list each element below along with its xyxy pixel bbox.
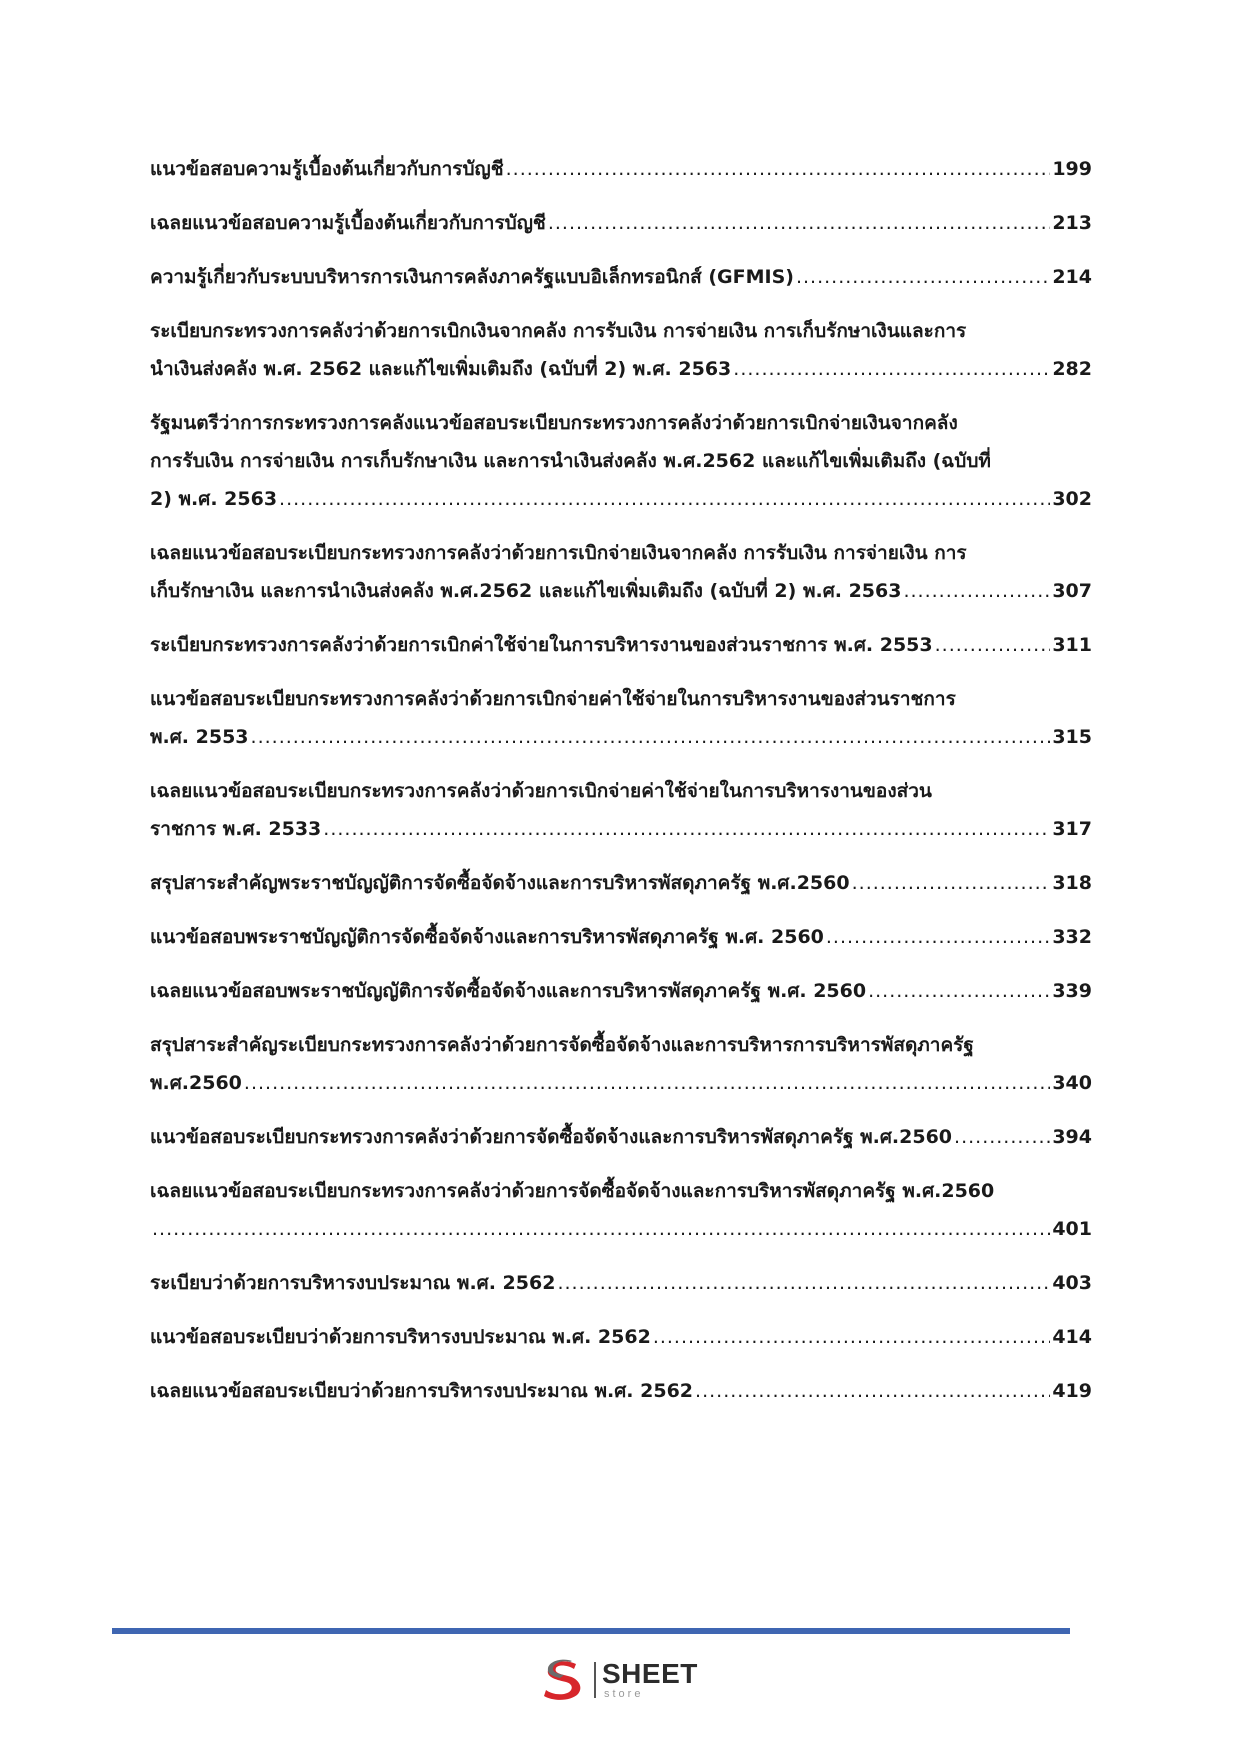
toc-page-number: 339: [1052, 980, 1092, 1002]
toc-dot-leader: [279, 480, 1050, 518]
toc-entry-title-line: พ.ศ. 2553: [150, 726, 249, 748]
toc-dot-leader: [251, 718, 1051, 756]
toc-entry-leader-row: [150, 864, 1092, 902]
toc-dot-leader: [244, 1064, 1050, 1102]
toc-entry[interactable]: [150, 204, 1092, 242]
toc-entry-leader-row: [150, 1264, 1092, 1302]
toc-entry-title-line: เฉลยแนวข้อสอบระเบียบกระทรวงการคลังว่าด้วยการเบิกจ่ายค่าใช้จ่ายในการบริหารงานของส่วน: [150, 780, 932, 802]
toc-entry-title-line: แนวข้อสอบระเบียบกระทรวงการคลังว่าด้วยการจัดซื้อจัดจ้างและการบริหารพัสดุภาครัฐ พ.ศ.2560: [150, 1126, 953, 1148]
toc-page-number: 401: [1052, 1218, 1092, 1240]
toc-entry-title-line: แนวข้อสอบระเบียบว่าด้วยการบริหารงบประมาณ พ.ศ. 2562: [150, 1326, 651, 1348]
toc-entry-title-line: แนวข้อสอบระเบียบกระทรวงการคลังว่าด้วยการเบิกจ่ายค่าใช้จ่ายในการบริหารงานของส่วนราชการ: [150, 688, 956, 710]
toc-entry[interactable]: [150, 258, 1092, 296]
toc-entry[interactable]: [150, 404, 1092, 518]
sheet-store-logo: [540, 1658, 710, 1702]
toc-page-number: 332: [1052, 926, 1092, 948]
toc-entry-title-line: เฉลยแนวข้อสอบความรู้เบื้องต้นเกี่ยวกับการบัญชี: [150, 212, 546, 234]
toc-entry-leader-row: [150, 1210, 1092, 1248]
logo-subtitle: store: [604, 1688, 644, 1700]
toc-entry[interactable]: [150, 680, 1092, 756]
toc-entry-title-line: รัฐมนตรีว่าการกระทรวงการคลังแนวข้อสอบระเบียบกระทรวงการคลังว่าด้วยการเบิกจ่ายเงินจากคลัง: [150, 412, 958, 434]
toc-entry[interactable]: [150, 1172, 1092, 1248]
toc-dot-leader: [954, 1118, 1050, 1156]
toc-entry-title-line: เฉลยแนวข้อสอบระเบียบว่าด้วยการบริหารงบประมาณ พ.ศ. 2562: [150, 1380, 694, 1402]
toc-entry-leader-row: [150, 1118, 1092, 1156]
toc-entry-title-line: การรับเงิน การจ่ายเงิน การเก็บรักษาเงิน และการนำเงินส่งคลัง พ.ศ.2562 และแก้ไขเพิ่มเติมถึง (ฉบับที่: [150, 450, 991, 472]
toc-entry[interactable]: [150, 864, 1092, 902]
toc-entry-leader-row: [150, 1372, 1092, 1410]
toc-entry-title-line: เฉลยแนวข้อสอบพระราชบัญญัติการจัดซื้อจัดจ้างและการบริหารพัสดุภาครัฐ พ.ศ. 2560: [150, 980, 867, 1002]
toc-entry-leader-row: [150, 1318, 1092, 1356]
toc-entry[interactable]: [150, 312, 1092, 388]
toc-dot-leader: [733, 350, 1050, 388]
toc-page-number: 340: [1052, 1072, 1092, 1094]
toc-entry-title-line: เฉลยแนวข้อสอบระเบียบกระทรวงการคลังว่าด้วยการเบิกจ่ายเงินจากคลัง การรับเงิน การจ่ายเงิน การ: [150, 542, 967, 564]
toc-entry[interactable]: [150, 534, 1092, 610]
toc-entry-leader-row: [150, 810, 1092, 848]
logo-divider: [594, 1662, 596, 1698]
toc-entry-title-line: ความรู้เกี่ยวกับระบบบริหารการเงินการคลังภาครัฐแบบอิเล็กทรอนิกส์ (GFMIS): [150, 266, 794, 288]
toc-dot-leader: [506, 150, 1051, 188]
toc-page-number: 307: [1052, 580, 1092, 602]
toc-entry[interactable]: [150, 1118, 1092, 1156]
toc-entry[interactable]: [150, 1264, 1092, 1302]
toc-page-number: 214: [1052, 266, 1092, 288]
toc-dot-leader: [868, 972, 1050, 1010]
toc-page-number: 315: [1052, 726, 1092, 748]
toc-entry[interactable]: [150, 1318, 1092, 1356]
toc-entry[interactable]: [150, 1026, 1092, 1102]
toc-entry-leader-row: [150, 918, 1092, 956]
toc-entry[interactable]: [150, 150, 1092, 188]
toc-entry-title-line: แนวข้อสอบพระราชบัญญัติการจัดซื้อจัดจ้างและการบริหารพัสดุภาครัฐ พ.ศ. 2560: [150, 926, 824, 948]
toc-entry-leader-row: [150, 150, 1092, 188]
toc-page-number: 317: [1052, 818, 1092, 840]
toc-entry[interactable]: [150, 772, 1092, 848]
toc-dot-leader: [653, 1318, 1051, 1356]
toc-entry[interactable]: [150, 1372, 1092, 1410]
toc-page-number: 311: [1052, 634, 1092, 656]
toc-entry[interactable]: [150, 918, 1092, 956]
toc-entry-title-line: เก็บรักษาเงิน และการนำเงินส่งคลัง พ.ศ.2562 และแก้ไขเพิ่มเติมถึง (ฉบับที่ 2) พ.ศ. 2563: [150, 580, 902, 602]
toc-dot-leader: [695, 1372, 1050, 1410]
toc-page-number: 318: [1052, 872, 1092, 894]
toc-dot-leader: [152, 1210, 1050, 1248]
toc-entry-leader-row: [150, 258, 1092, 296]
toc-entry-leader-row: [150, 718, 1092, 756]
toc-entry-title-line: 2) พ.ศ. 2563: [150, 488, 278, 510]
toc-page-number: 414: [1052, 1326, 1092, 1348]
toc-page-number: 213: [1052, 212, 1092, 234]
footer-rule: [112, 1628, 1070, 1634]
toc-entry[interactable]: [150, 626, 1092, 664]
toc-entry-leader-row: [150, 350, 1092, 388]
toc-entry-title-line: เฉลยแนวข้อสอบระเบียบกระทรวงการคลังว่าด้วยการจัดซื้อจัดจ้างและการบริหารพัสดุภาครัฐ พ.ศ.2560: [150, 1180, 995, 1202]
toc-entry-leader-row: [150, 572, 1092, 610]
toc-entry-title-line: พ.ศ.2560: [150, 1072, 242, 1094]
toc-entry[interactable]: [150, 972, 1092, 1010]
toc-dot-leader: [796, 258, 1050, 296]
toc-entry-leader-row: [150, 480, 1092, 518]
toc-dot-leader: [557, 1264, 1050, 1302]
toc-entry-leader-row: [150, 972, 1092, 1010]
toc-entry-title-line: ระเบียบกระทรวงการคลังว่าด้วยการเบิกเงินจากคลัง การรับเงิน การจ่ายเงิน การเก็บรักษาเงินและการ: [150, 320, 967, 342]
toc-page-number: 302: [1052, 488, 1092, 510]
logo-wordmark: SHEET: [602, 1658, 698, 1689]
toc-dot-leader: [548, 204, 1051, 242]
toc-page-number: 403: [1052, 1272, 1092, 1294]
toc-entry-leader-row: [150, 204, 1092, 242]
sheet-store-logo-icon: [540, 1658, 586, 1702]
toc-dot-leader: [323, 810, 1050, 848]
toc-dot-leader: [826, 918, 1050, 956]
toc-page-number: 394: [1052, 1126, 1092, 1148]
toc-entry-title-line: ราชการ พ.ศ. 2533: [150, 818, 322, 840]
toc-page-number: 419: [1052, 1380, 1092, 1402]
toc-entry-title-line: นำเงินส่งคลัง พ.ศ. 2562 และแก้ไขเพิ่มเติมถึง (ฉบับที่ 2) พ.ศ. 2563: [150, 358, 732, 380]
toc-entry-title-line: ระเบียบว่าด้วยการบริหารงบประมาณ พ.ศ. 2562: [150, 1272, 556, 1294]
toc-dot-leader: [903, 572, 1050, 610]
toc-entry-title-line: สรุปสาระสำคัญพระราชบัญญัติการจัดซื้อจัดจ้างและการบริหารพัสดุภาครัฐ พ.ศ.2560: [150, 872, 850, 894]
toc-page-number: 199: [1052, 158, 1092, 180]
toc-entry-title-line: ระเบียบกระทรวงการคลังว่าด้วยการเบิกค่าใช้จ่ายในการบริหารงานของส่วนราชการ พ.ศ. 2553: [150, 634, 933, 656]
toc-dot-leader: [852, 864, 1051, 902]
toc-entry-leader-row: [150, 626, 1092, 664]
toc-page-number: 282: [1052, 358, 1092, 380]
toc-dot-leader: [935, 626, 1051, 664]
table-of-contents: [150, 150, 1092, 1410]
toc-entry-title-line: แนวข้อสอบความรู้เบื้องต้นเกี่ยวกับการบัญชี: [150, 158, 504, 180]
toc-entry-title-line: สรุปสาระสำคัญระเบียบกระทรวงการคลังว่าด้วยการจัดซื้อจัดจ้างและการบริหารการบริหารพัสดุภาครัฐ: [150, 1034, 974, 1056]
toc-entry-leader-row: [150, 1064, 1092, 1102]
